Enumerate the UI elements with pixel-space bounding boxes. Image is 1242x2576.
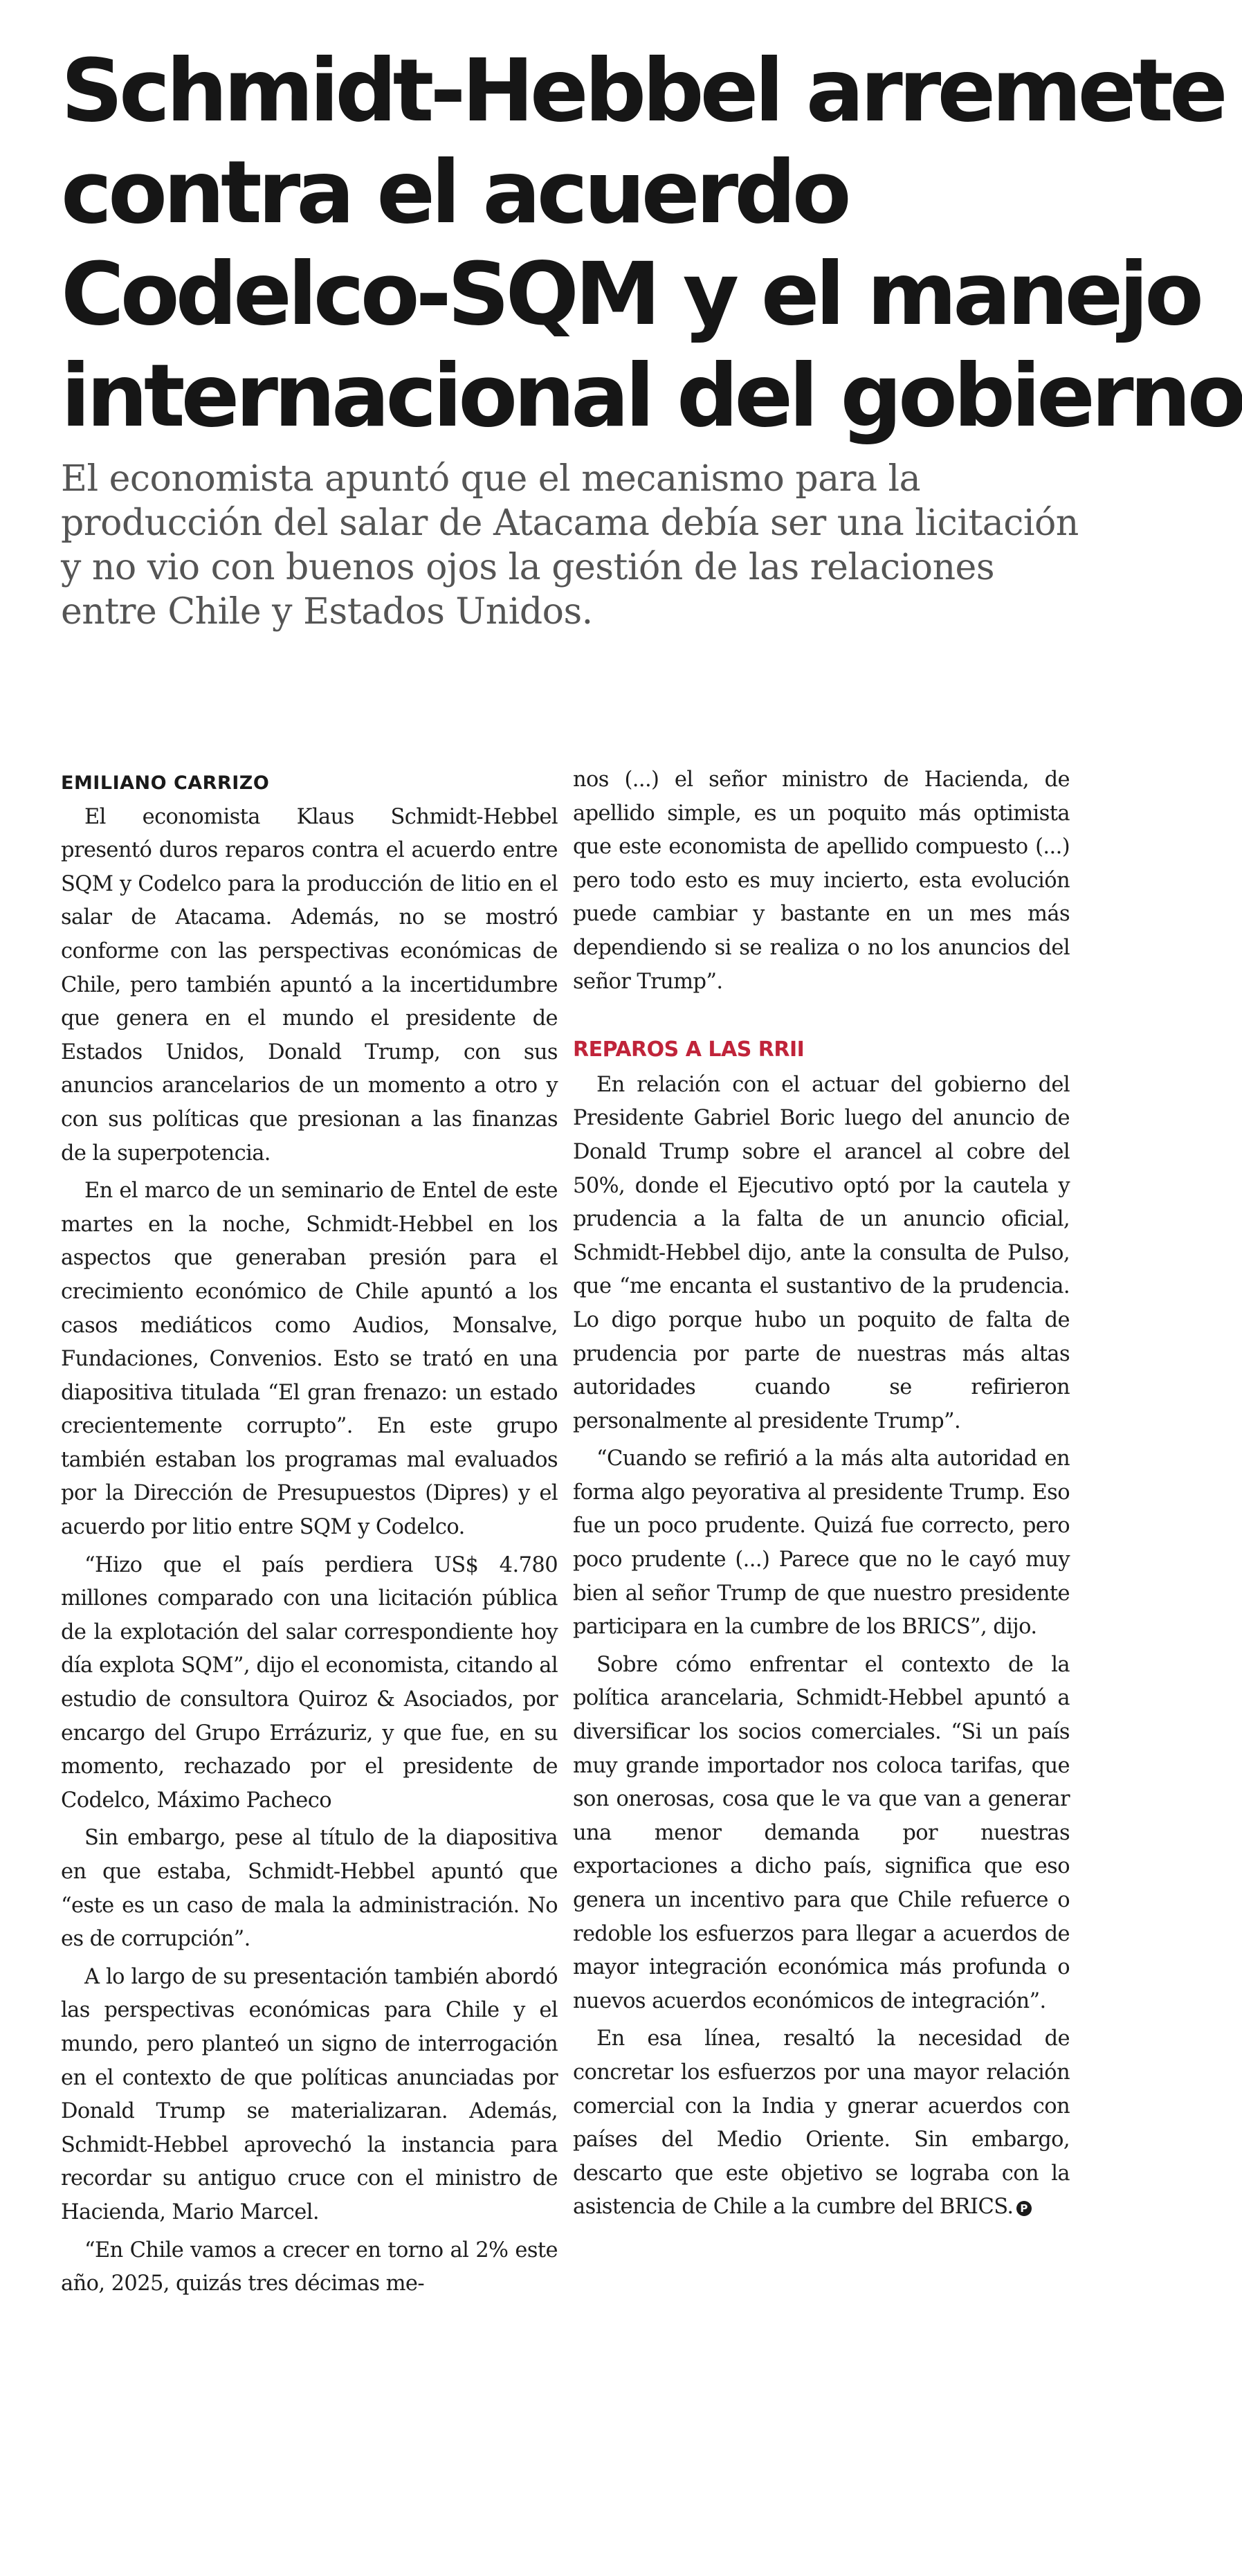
body-paragraph-text: En esa línea, resaltó la necesidad de concretar los esfuerzos por una mayor relación comercial con la India y gnerar acuerdos con países del Medio Oriente. Sin embargo, descarto que este objetivo se lograba con la asistencia de Chile a la cumbre del BRICS. <box>573 2026 1070 2220</box>
headline-line: Schmidt-Hebbel arremete <box>61 41 1224 141</box>
byline: EMILIANO CARRIZO <box>61 772 270 794</box>
body-paragraph: Sobre cómo enfrentar el contexto de la política arancelaria, Schmidt-Hebbel apuntó a diversificar los socios comerciales. “Si un país muy grande importador nos coloca tarifas, que son onerosas, cosa que le va que van a generar una menor demanda por nuestras exportaciones a dicho país, significa que eso genera un incentivo para que Chile refuerce o redoble los esfuerzos para llegar a acuerdos de mayor integración económica más profunda o nuevos acuerdos económicos de integración”. <box>573 1652 1070 2013</box>
body-paragraph: En relación con el actuar del gobierno del Presidente Gabriel Boric luego del anuncio de Donald Trump sobre el arancel al cobre del 50%, donde el Ejecutivo optó por la cautela y prudencia a la falta de un anuncio oficial, Schmidt-Hebbel dijo, ante la consulta de Pulso, que “me encanta el sustantivo de la prudencia. Lo digo porque hubo un poquito de falta de prudencia por parte de nuestras más altas autoridades cuando se refirieron personalmente al presidente Trump”. <box>573 1072 1070 1433</box>
dek-line: y no vio con buenos ojos la gestión de las relaciones <box>61 547 995 588</box>
body-paragraph: “En Chile vamos a crecer en torno al 2% este año, 2025, quizás tres décimas me- <box>61 2238 558 2296</box>
end-mark-icon: P <box>1016 2201 1032 2216</box>
body-column-left <box>61 767 558 2301</box>
body-paragraph: El economista Klaus Schmidt-Hebbel presentó duros reparos contra el acuerdo entre SQM y Codelco para la producción de litio en el salar de Atacama. Además, no se mostró conforme con las perspectivas económicas de Chile, pero también apuntó a la incertidumbre que genera en el mundo el presidente de Estados Unidos, Donald Trump, con sus anuncios arancelarios de un momento a otro y con sus políticas que presionan a las finanzas de la superpotencia. <box>61 804 558 1165</box>
dek-line: El economista apuntó que el mecanismo para la <box>61 458 921 500</box>
body-paragraph: En el marco de un seminario de Entel de este martes en la noche, Schmidt-Hebbel en los aspectos que generaban presión para el crecimiento económico de Chile apuntó a los casos mediáticos como Audios, Monsalve, Fundaciones, Convenios. Esto se trató en una diapositiva titulada “El gran frenazo: un estado crecientemente corrupto”. En este grupo también estaban los programas mal evaluados por la Dirección de Presupuestos (Dipres) y el acuerdo por litio entre SQM y Codelco. <box>61 1179 558 1540</box>
headline-line: Codelco-SQM y el manejo <box>61 244 1200 345</box>
body-paragraph: A lo largo de su presentación también abordó las perspectivas económicas para Chile y el mundo, pero planteó un signo de interrogación en el contexto de que políticas anunciadas por Donald Trump se materializaran. Además, Schmidt-Hebbel aprovechó la instancia para recordar su antiguo cruce con el ministro de Hacienda, Mario Marcel. <box>61 1964 558 2224</box>
dek-line: entre Chile y Estados Unidos. <box>61 591 593 633</box>
headline-line: contra el acuerdo <box>61 143 848 243</box>
body-column-right <box>573 763 1070 2224</box>
body-paragraph: Sin embargo, pese al título de la diapositiva en que estaba, Schmidt-Hebbel apuntó que “este es un caso de mala la administración. No es de corrupción”. <box>61 1826 558 1952</box>
headline-line: internacional del gobierno <box>61 346 1242 446</box>
body-paragraph-continued: nos (...) el señor ministro de Hacienda, de apellido simple, es un poquito más optimista que este economista de apellido compuesto (...) pero todo esto es muy incierto, esta evolución puede cambiar y bastante en un mes más dependiendo si se realiza o no los anuncios del señor Trump”. <box>573 768 1070 994</box>
headline <box>61 40 1242 447</box>
dek-line: producción del salar de Atacama debía ser una licitación <box>61 502 1079 544</box>
dek-summary <box>61 457 1085 634</box>
body-paragraph: “Cuando se refirió a la más alta autoridad en forma algo peyorativa al presidente Trump. Eso fue un poco prudente. Quizá fue correcto, pero poco prudente (...) Parece que no le cayó muy bien al señor Trump de que nuestro presidente participara en la cumbre de los BRICS”, dijo. <box>573 1446 1070 1640</box>
body-paragraph: “Hizo que el país perdiera US$ 4.780 millones comparado con una licitación pública de la explotación del salar correspondiente hoy día explota SQM”, dijo el economista, citando al estudio de consultora Quiroz & Asociados, por encargo del Grupo Errázuriz, y que fue, en su momento, rechazado por el presidente de Codelco, Máximo Pacheco <box>61 1552 558 1813</box>
section-subhead: REPAROS A LAS RRII <box>573 1037 805 1062</box>
body-paragraph-last <box>573 2022 1070 2224</box>
